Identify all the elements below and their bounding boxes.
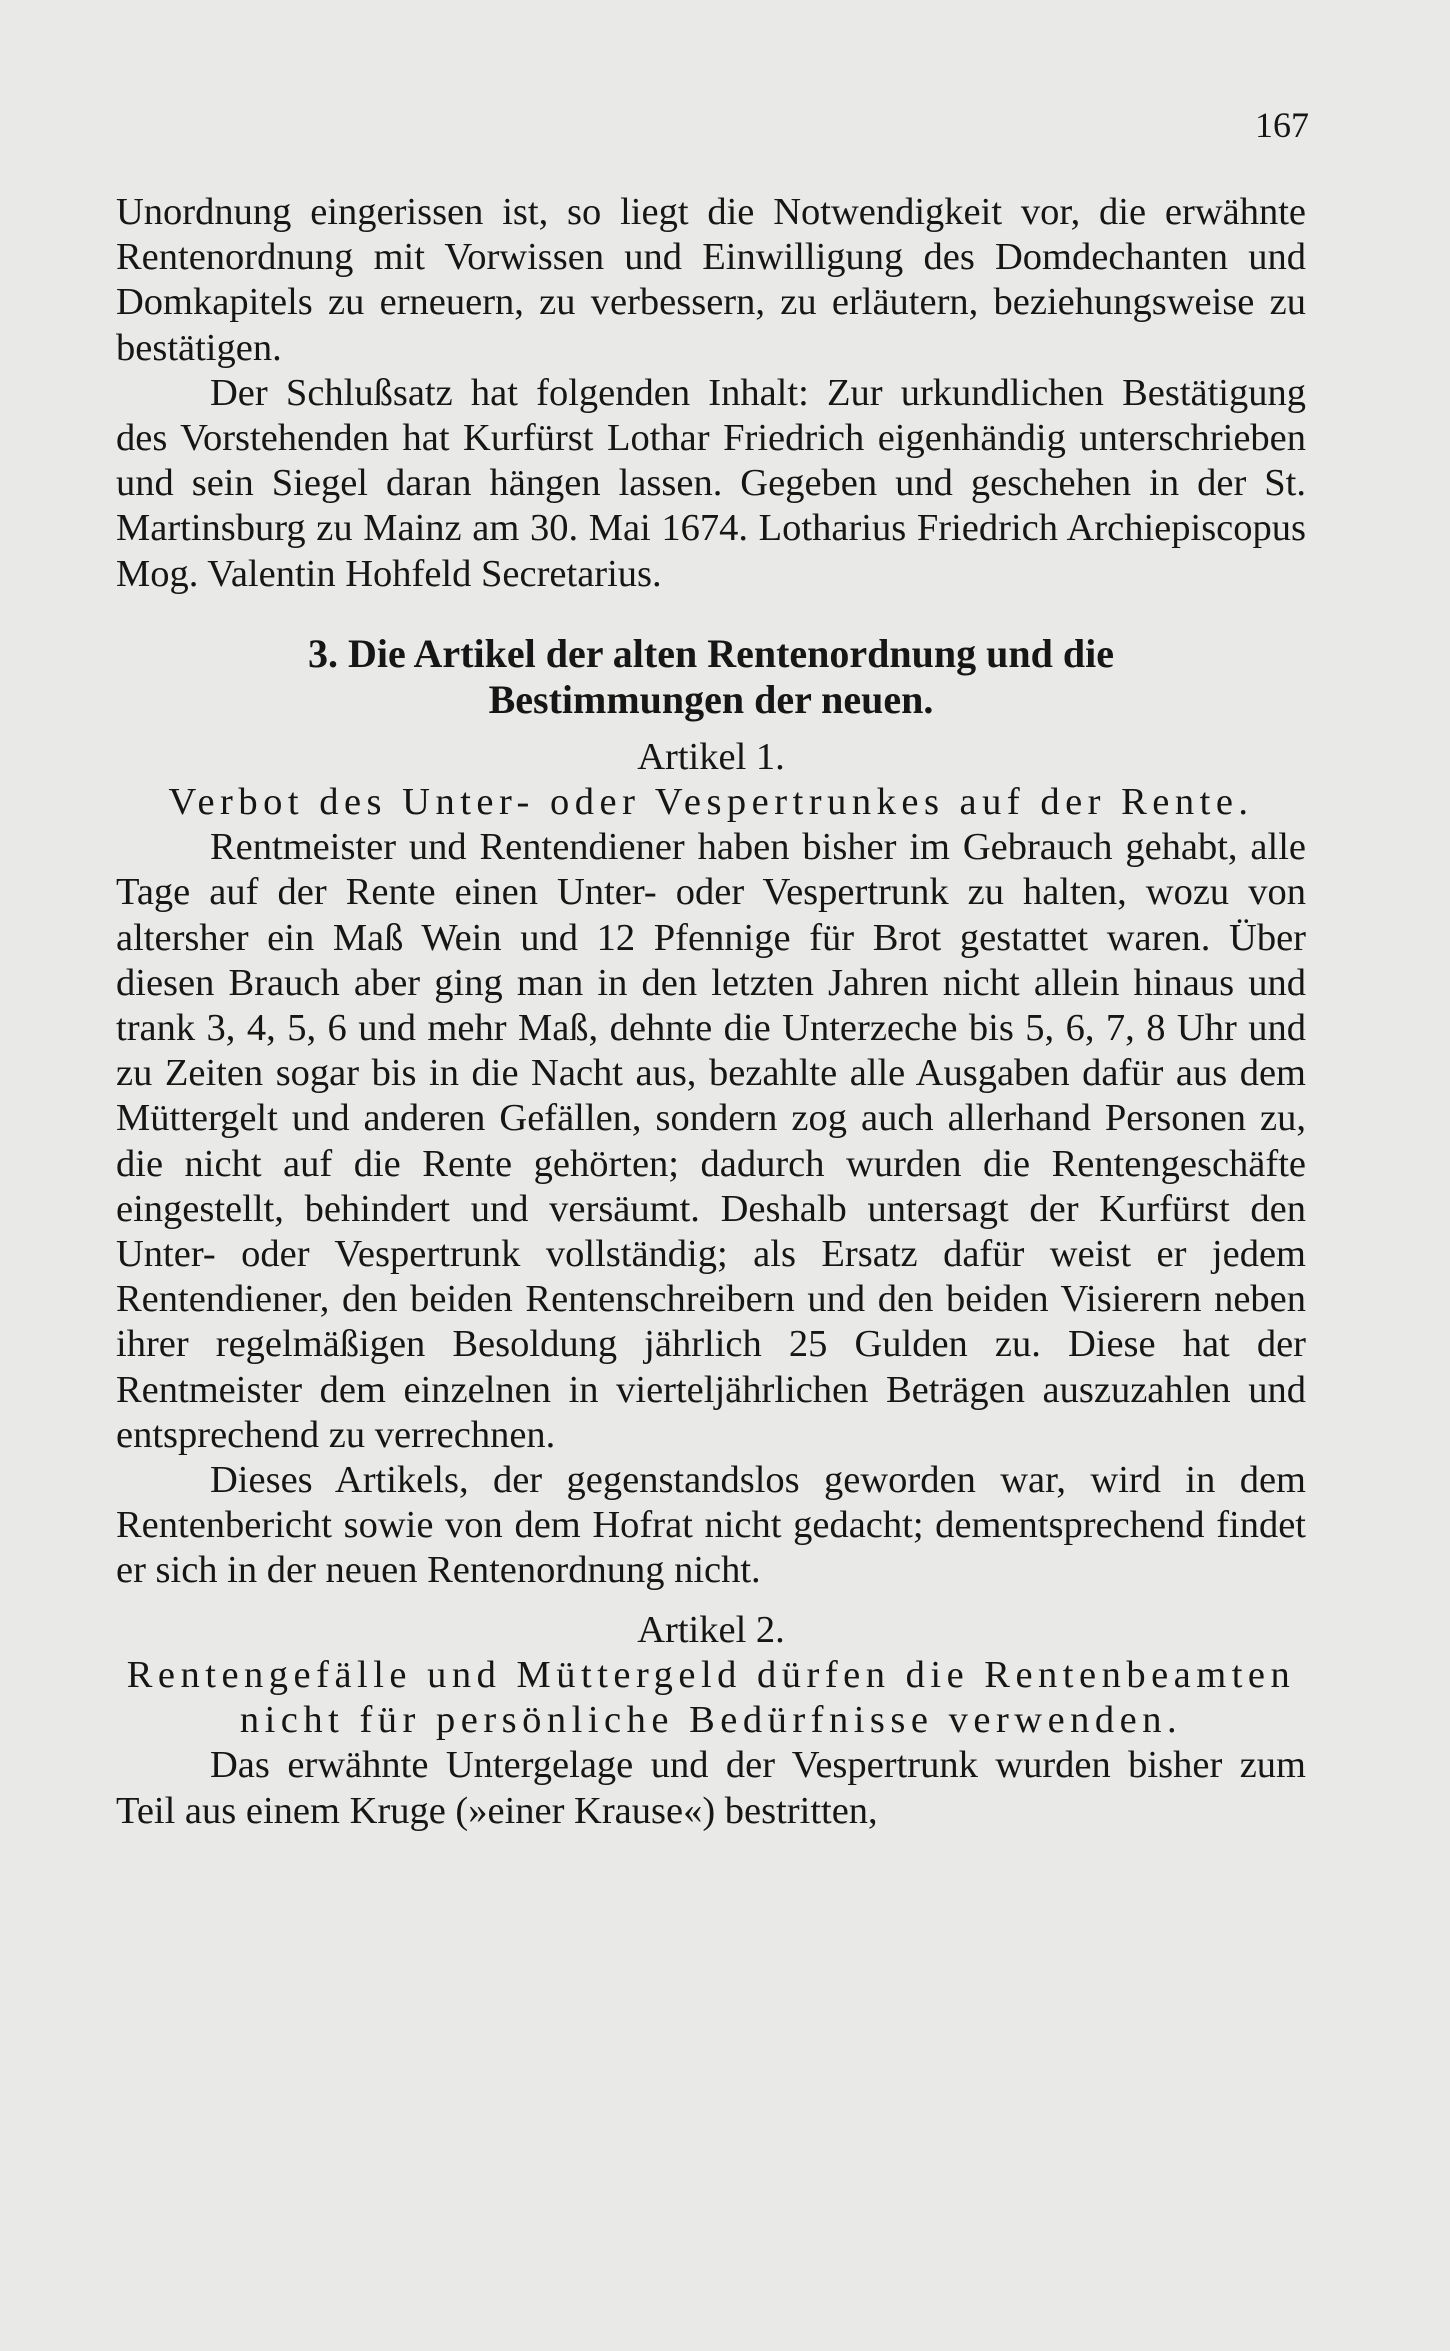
article-1-paragraph: Rentmeister und Rentendiener haben bisher im Gebrauch gehabt, alle Tage auf der Rente einen Unter- oder Vespertrunk zu halten, wozu von altersher ein Maß Wein und 12 Pfennige für Brot gestattet waren. Über diesen Brauch aber ging man in den letzten Jahren nicht allein hinaus und trank 3, 4, 5, 6 und mehr Maß, dehnte die Unterzeche bis 5, 6, 7, 8 Uhr und zu Zeiten sogar bis in die Nacht aus, bezahlte alle Ausgaben dafür aus dem Müttergelt und anderen Gefällen, sondern zog auch allerhand Personen zu, die nicht auf die Rente gehörten; dadurch wurden die Rentengeschäfte eingestellt, behindert und versäumt. Deshalb untersagt der Kurfürst den Unter- oder Vespertrunk vollständig; als Ersatz dafür weist er jedem Rentendiener, den beiden Rentenschreibern und den beiden Visierern neben ihrer regelmäßigen Besoldung jährlich 25 Gulden zu. Diese hat der Rentmeister dem einzelnen in vierteljährlichen Beträgen auszuzahlen und entsprechend zu verrechnen. — [116, 826, 1306, 1456]
article-2-label: Artikel 2. — [637, 1608, 785, 1651]
paragraph-closing-sentence: Der Schlußsatz hat folgenden Inhalt: Zur urkundlichen Bestätigung des Vorstehenden hat Kurfürst Lothar Friedrich eigenhändig unterschrieben und sein Siegel daran hängen lassen. Gegeben und geschehen in der St. Martinsburg zu Mainz am 30. Mai 1674. Lotharius Friedrich Archiepiscopus Mog. Valentin Hohfeld Secretarius. — [116, 371, 1306, 595]
text-column — [116, 190, 1306, 1834]
article-1-title: Verbot des Unter- oder Vespertrunkes auf der Rente. — [168, 781, 1254, 824]
article-1-label: Artikel 1. — [637, 735, 785, 778]
section-heading: 3. Die Artikel der alten Rentenordnung und die Bestimmungen der neuen. — [308, 630, 1114, 722]
paragraph-continuation: Unordnung eingerissen ist, so liegt die Notwendigkeit vor, die erwähnte Rentenordnung mit Vorwissen und Einwilligung des Domdechanten und Domkapitels zu erneuern, zu verbessern, zu erläutern, beziehungsweise zu bestätigen. — [116, 191, 1306, 369]
article-1-paragraph: Dieses Artikels, der gegenstandslos geworden war, wird in dem Rentenbericht sowie von dem Hofrat nicht gedacht; dementsprechend findet er sich in der neuen Rentenordnung nicht. — [116, 1459, 1306, 1592]
page-number: 167 — [1255, 105, 1309, 145]
article-2-title: Rentengefälle und Müttergeld dürfen die Rentenbeamten nicht für persönliche Bedürfnisse verwenden. — [126, 1653, 1296, 1742]
article-2-paragraph: Das erwähnte Untergelage und der Vespertrunk wurden bisher zum Teil aus einem Kruge (»einer Krause«) bestritten, — [116, 1744, 1306, 1832]
